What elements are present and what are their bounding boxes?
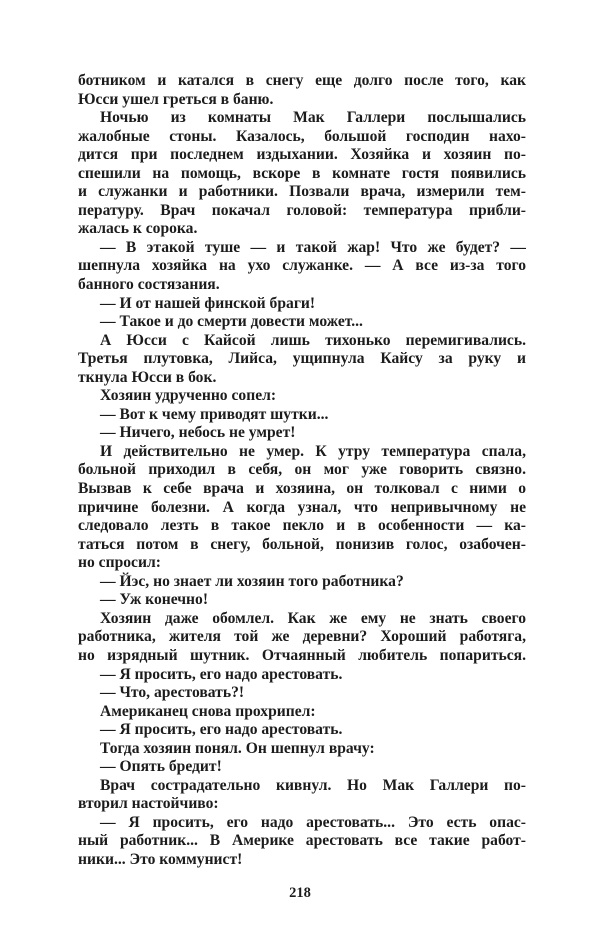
- text-line: ный работник... В Америке арестовать все такие работ-: [78, 832, 526, 850]
- page-number: 218: [289, 885, 311, 901]
- text-line: ники... Это коммунист!: [78, 850, 243, 868]
- text-line: больной приходил в себя, он мог уже говорить связно.: [78, 461, 526, 479]
- text-line: — Такое и до смерти довести может...: [100, 313, 363, 331]
- text-line: И действительно не умер. К утру температура спала,: [100, 442, 526, 460]
- text-line: — Уж конечно!: [100, 591, 209, 609]
- text-line: Врач сострадательно кивнул. Но Мак Галлери по-: [100, 776, 526, 794]
- text-line: — Что, арестовать?!: [100, 684, 245, 702]
- text-line: спешили на помощь, вскоре в комнате гостя появились: [78, 164, 526, 182]
- text-line: пературу. Врач покачал головой: температура прибли-: [78, 201, 526, 219]
- text-line: — И от нашей финской браги!: [100, 294, 316, 312]
- text-line: — Вот к чему приводят шутки...: [100, 405, 329, 423]
- text-line: Хозяин удрученно сопел:: [100, 387, 277, 405]
- text-line: — Я просить, его надо арестовать.: [100, 721, 343, 739]
- text-line: — Йэс, но знает ли хозяин того работника?: [100, 572, 404, 590]
- text-line: но спросил:: [78, 554, 161, 572]
- text-line: Юсси ушел греться в баню.: [78, 90, 274, 108]
- text-line: таться потом в снегу, больной, понизив голос, озабочен-: [78, 535, 526, 553]
- text-line: вторил настойчиво:: [78, 795, 219, 813]
- text-line: Вызвав к себе врача и хозяина, он толковал с ними о: [78, 480, 526, 498]
- text-line: Американец снова прохрипел:: [100, 702, 316, 720]
- text-line: банного состязания.: [78, 276, 220, 294]
- text-line: ткнула Юсси в бок.: [78, 368, 217, 386]
- text-line: Хозяин даже обомлел. Как же ему не знать своего: [100, 609, 526, 627]
- page-text-body: [78, 72, 526, 872]
- text-line: Тогда хозяин понял. Он шепнул врачу:: [100, 739, 375, 757]
- text-line: дится при последнем издыхании. Хозяйка и хозяин по-: [78, 146, 526, 164]
- text-line: следовало лезть в такое пекло и в особенности — ка-: [78, 517, 526, 535]
- text-line: причине болезни. А когда узнал, что непривычному не: [78, 498, 526, 516]
- text-line: — В этакой туше — и такой жар! Что же будет? —: [100, 238, 526, 256]
- text-line: — Я просить, его надо арестовать... Это есть опас-: [100, 813, 526, 831]
- text-line: работника, жителя той же деревни? Хороший работяга,: [78, 628, 526, 646]
- text-line: ботником и катался в снегу еще долго после того, как: [78, 72, 526, 89]
- text-line: — Опять бредит!: [100, 758, 222, 776]
- text-line: Ночью из комнаты Мак Галлери послышались: [100, 109, 526, 127]
- text-line: жалась к сорока.: [78, 220, 198, 238]
- text-line: — Ничего, небось не умрет!: [100, 424, 296, 442]
- text-line: А Юсси с Кайсой лишь тихонько перемигивались.: [100, 331, 526, 349]
- text-line: но изрядный шутник. Отчаянный любитель попариться.: [78, 646, 526, 664]
- text-line: жалобные стоны. Казалось, большой господин нахо-: [78, 127, 526, 145]
- text-line: и служанки и работники. Позвали врача, измерили тем-: [78, 183, 526, 201]
- text-line: Третья плутовка, Лийса, ущипнула Кайсу за руку и: [78, 350, 526, 368]
- text-line: — Я просить, его надо арестовать.: [100, 665, 343, 683]
- text-line: шепнула хозяйка на ухо служанке. — А все из-за того: [78, 257, 526, 275]
